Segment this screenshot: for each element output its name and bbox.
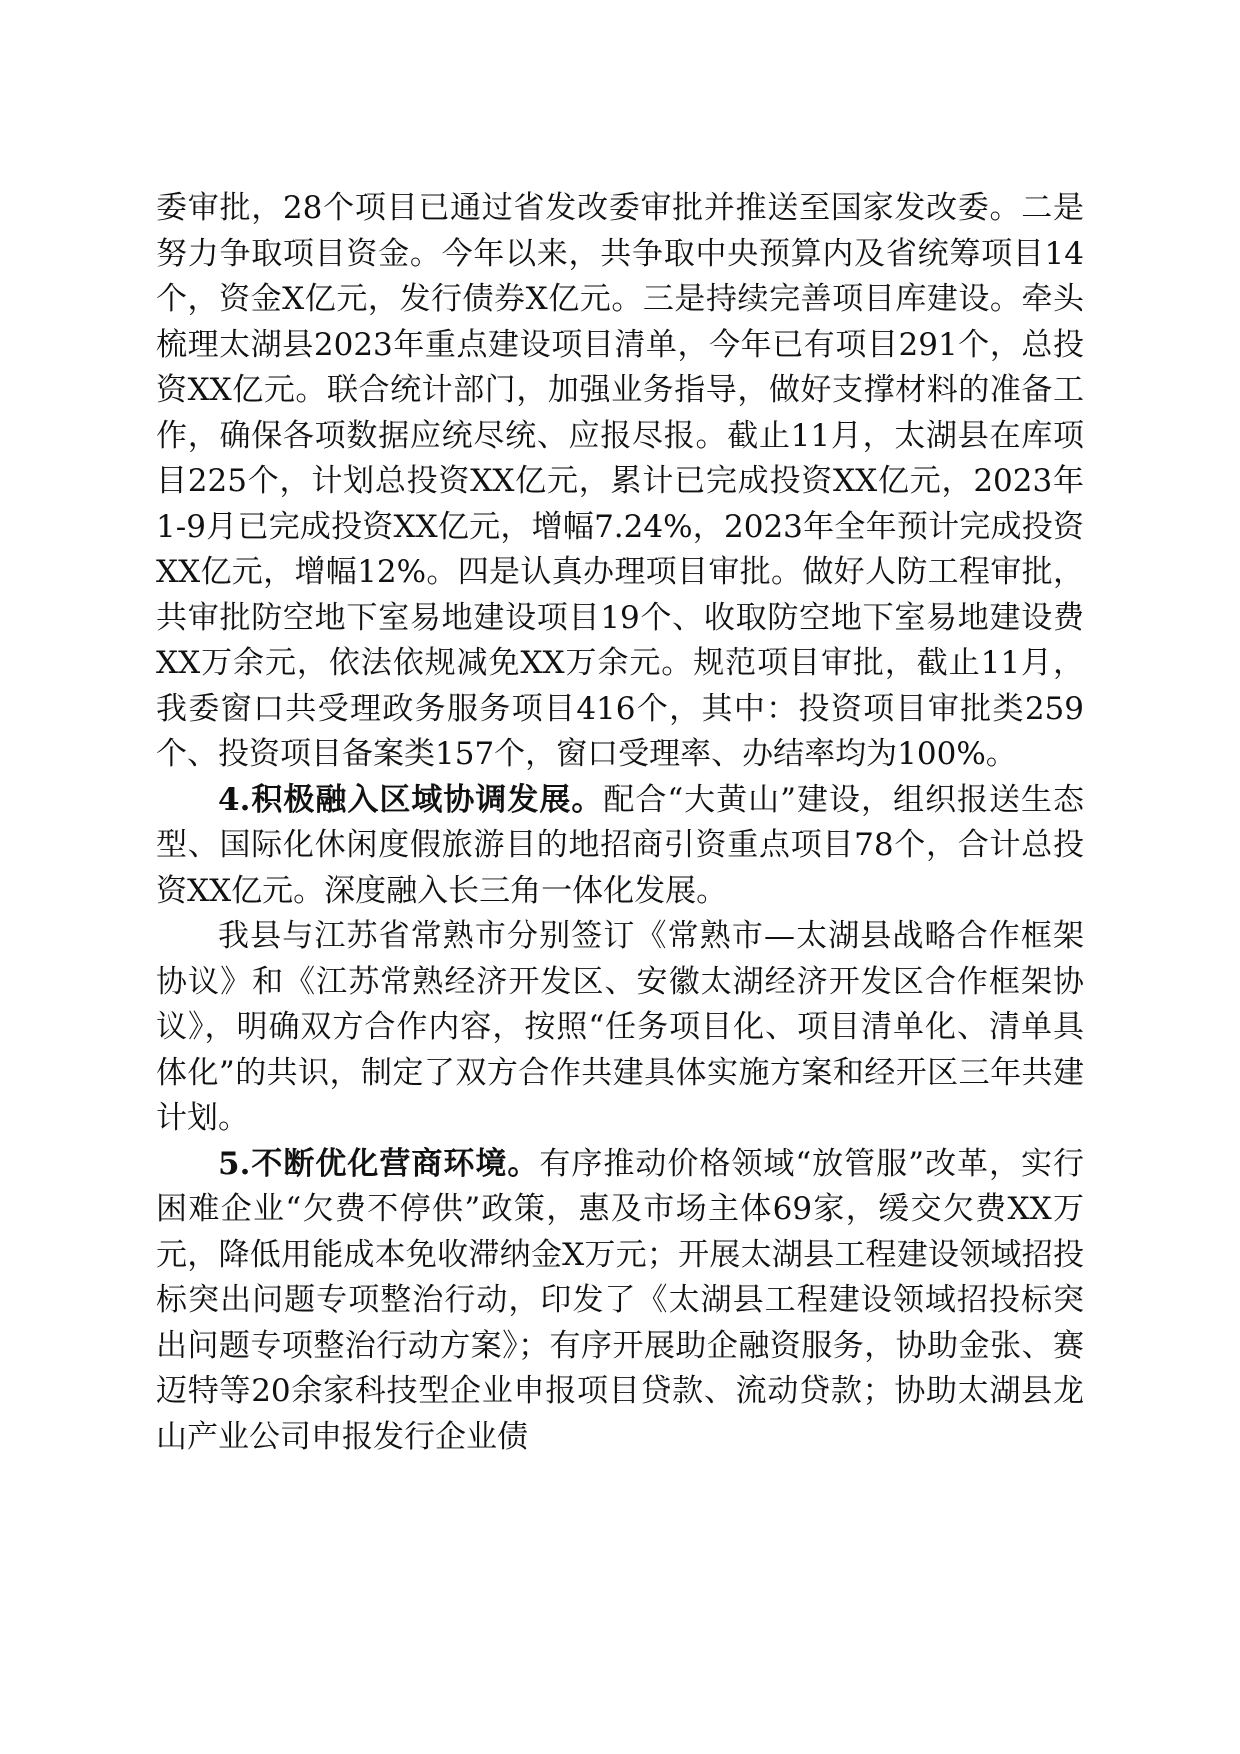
paragraph-project-continuation [156,186,1084,778]
paragraph-text: 有序推动价格领域“放管服”改革，实行困难企业“欠费不停供”政策，惠及市场主体69家，缓交欠费XX万元，降低用能成本免收滞纳金X万元；开展太湖县工程建设领域招投标突出问题专项整治行动，印发了《太湖县工程建设领域招投标突出问题专项整治行动方案》；有序开展助企融资服务，协助金张、赛迈特等20余家科技型企业申报项目贷款、流动贷款；协助太湖县龙山产业公司申报发行企业债 [156,1145,1084,1455]
paragraph-regional-coordination [156,778,1084,915]
paragraph-text: 配合“大黄山”建设，组织报送生态型、国际化休闲度假旅游目的地招商引资重点项目78个，合计总投资XX亿元。深度融入长三角一体化发展。 [156,781,1084,909]
section-heading-5: 5.不断优化营商环境。 [218,1145,540,1182]
paragraph-text: 委审批，28个项目已通过省发改委审批并推送至国家发改委。二是努力争取项目资金。今年以来，共争取中央预算内及省统筹项目14个，资金X亿元，发行债券X亿元。三是持续完善项目库建设。牵头梳理太湖县2023年重点建设项目清单，今年已有项目291个，总投资XX亿元。联合统计部门，加强业务指导，做好支撑材料的准备工作，确保各项数据应统尽统、应报尽报。截止11月，太湖县在库项目225个，计划总投资XX亿元，累计已完成投资XX亿元，2023年1-9月已完成投资XX亿元，增幅7.24%，2023年全年预计完成投资XX亿元，增幅12%。四是认真办理项目审批。做好人防工程审批，共审批防空地下室易地建设项目19个、收取防空地下室易地建设费XX万余元，依法依规减免XX万余元。规范项目审批，截止11月，我委窗口共受理政务服务项目416个，其中：投资项目审批类259个、投资项目备案类157个，窗口受理率、办结率均为100%。 [156,190,1084,772]
document-body [156,186,1084,1460]
paragraph-text: 我县与江苏省常熟市分别签订《常熟市—太湖县战略合作框架协议》和《江苏常熟经济开发区、安徽太湖经济开发区合作框架协议》，明确双方合作内容，按照“任务项目化、项目清单化、清单具体化”的共识，制定了双方合作共建具体实施方案和经开区三年共建计划。 [156,918,1084,1136]
paragraph-business-environment [156,1142,1084,1461]
section-heading-4: 4.积极融入区域协调发展。 [218,781,604,818]
paragraph-changshu-cooperation [156,914,1084,1142]
